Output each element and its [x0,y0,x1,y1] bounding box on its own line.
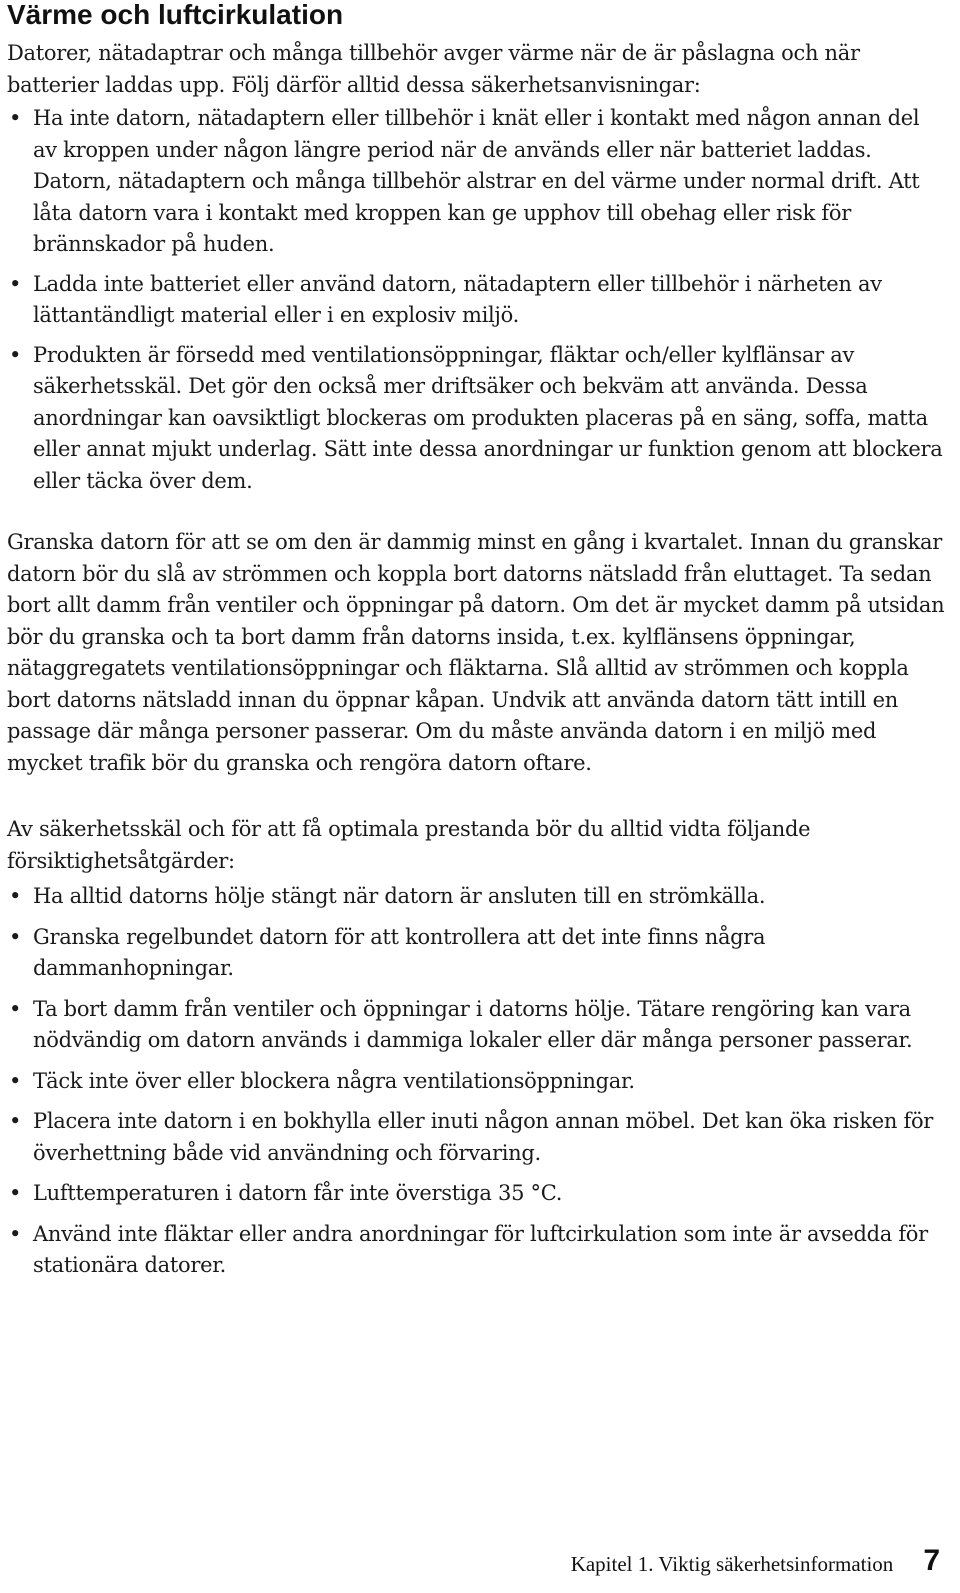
bullet-icon: • [9,924,22,949]
list-item-text: Placera inte datorn i en bokhylla eller inuti någon annan möbel. Det kan öka risken för överhettning både vid användning och förvaring. [33,1109,934,1165]
bullet-icon: • [9,996,22,1021]
list-item-text: Lufttemperaturen i datorn får inte överstiga 35 °C. [33,1181,563,1205]
precautions-intro-paragraph: Av säkerhetsskäl och för att få optimala prestanda bör du alltid vidta följande försiktighetsåtgärder: [7,817,811,873]
bullet-icon: • [9,884,22,908]
bullet-icon: • [9,1181,22,1205]
list-item [7,922,947,985]
chapter-title: Kapitel 1. Viktig säkerhetsinformation [570,1552,894,1576]
bullet-icon: • [9,1221,22,1246]
section-heading: Värme och luftcirkulation [7,0,344,30]
list-item-text: Täck inte över eller blockera några ventilationsöppningar. [33,1068,635,1093]
page-number: 7 [923,1544,940,1577]
list-item-text: Ha alltid datorns hölje stängt när datorn är ansluten till en strömkälla. [33,884,766,908]
list-item [7,269,947,332]
list-item-text: Ta bort damm från ventiler och öppningar i datorns hölje. Tätare rengöring kan vara nödvändig om datorn används i dammiga lokaler eller där många personer passerar. [33,996,913,1052]
precautions-list [7,881,947,1282]
bullet-icon: • [9,271,22,296]
heat-safety-list [7,103,947,497]
intro-paragraph: Datorer, nätadaptrar och många tillbehör avger värme när de är påslagna och när batterier laddas upp. Följ därför alltid dessa säkerhetsanvisningar: [7,41,860,97]
list-item [7,340,947,498]
list-item-text: Ladda inte batteriet eller använd datorn, nätadaptern eller tillbehör i närheten av lättantändligt material eller i en explosiv miljö. [33,271,882,327]
list-item [7,1178,947,1210]
bullet-icon: • [9,1109,22,1133]
list-item-text: Ha inte datorn, nätadaptern eller tillbehör i knät eller i kontakt med någon annan del av kroppen under någon längre period när de används eller när batteriet laddas. Datorn, nätadaptern och många tillbehör alstrar en del värme under normal drift. Att låta datorn vara i kontakt med kroppen kan ge upphov till obehag eller risk för brännskador på huden. [33,106,920,256]
list-item [7,1106,947,1169]
dust-inspection-paragraph: Granska datorn för att se om den är dammig minst en gång i kvartalet. Innan du granskar datorn bör du slå av strömmen och koppla bort datorns nätsladd från eluttaget. Ta sedan bort allt damm från ventiler och öppningar på datorn. Om det är mycket damm på utsidan bör du granska och ta bort damm från datorns insida, t.ex. kylflänsens öppningar, nätaggregatets ventilationsöppningar och fläktarna. Slå alltid av strömmen och koppla bort datorns nätsladd innan du öppnar kåpan. Undvik att använda datorn tätt intill en passage där många personer passerar. Om du måste använda datorn i en miljö med mycket trafik bör du granska och rengöra datorn oftare. [7,530,945,775]
list-item [7,1066,947,1098]
bullet-icon: • [9,342,22,367]
bullet-icon: • [9,1068,22,1093]
list-item [7,994,947,1057]
list-item [7,881,947,913]
list-item-text: Använd inte fläktar eller andra anordningar för luftcirkulation som inte är avsedda för stationära datorer. [33,1221,928,1277]
bullet-icon: • [9,106,22,130]
list-item-text: Granska regelbundet datorn för att kontrollera att det inte finns några dammanhopningar. [33,924,766,980]
document-page [7,0,947,1291]
list-item-text: Produkten är försedd med ventilationsöppningar, fläktar och/eller kylflänsar av säkerhetsskäl. Det gör den också mer driftsäker och bekväm att använda. Dessa anordningar kan oavsiktligt blockeras om produkten placeras på en säng, soffa, matta eller annat mjukt underlag. Sätt inte dessa anordningar ur funktion genom att blockera eller täcka över dem. [33,342,943,493]
list-item [7,1219,947,1282]
page-footer [571,1536,940,1576]
list-item [7,103,947,261]
